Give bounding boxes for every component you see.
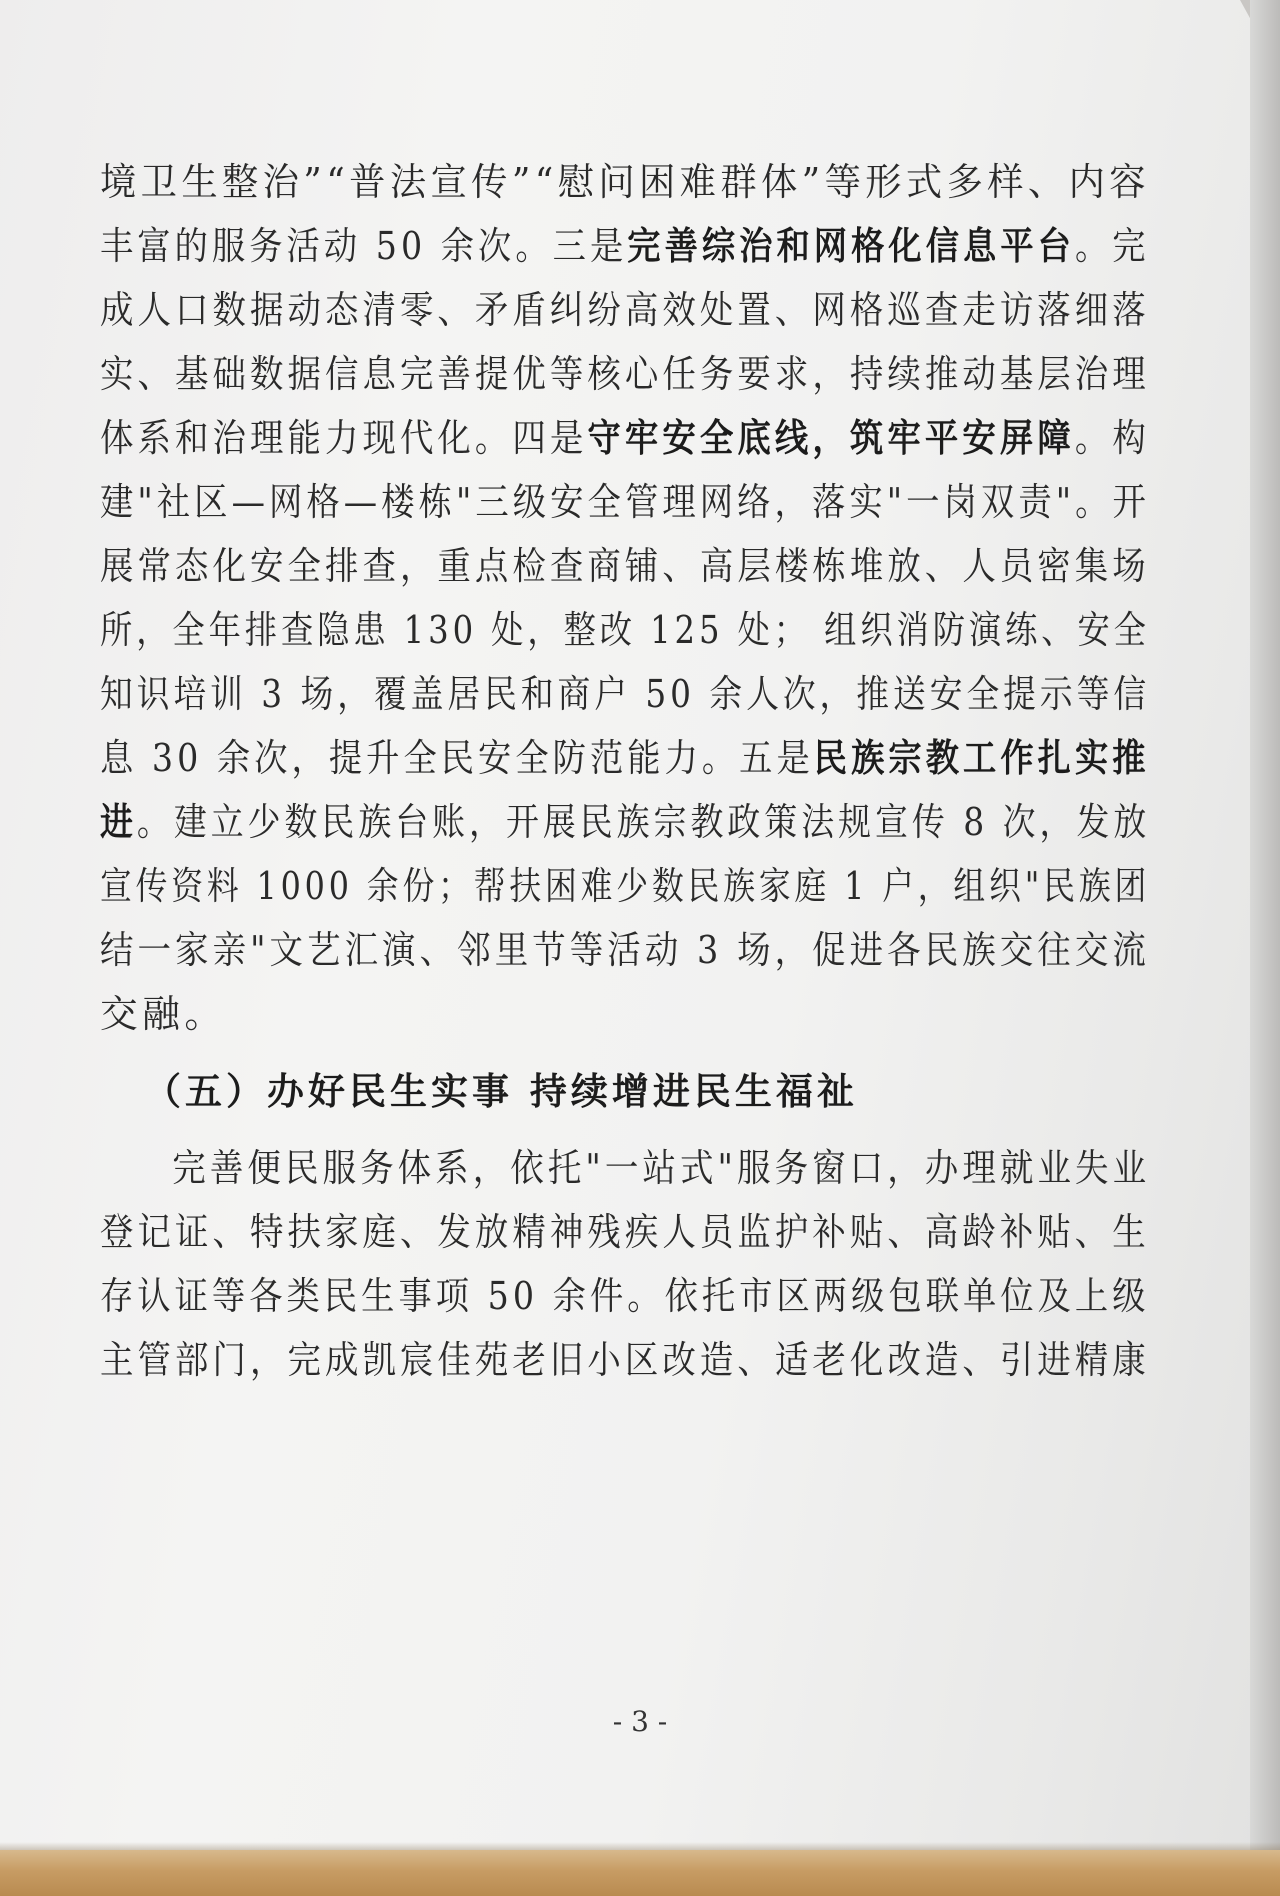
paragraph-2: [100, 1136, 1160, 1392]
paper-shadow: [1250, 0, 1280, 1896]
text-line: 知识培训 3 场，覆盖居民和商户 50 余人次，推送安全提示等信: [100, 672, 1151, 716]
section-heading: （五）办好民生实事 持续增进民生福祉: [144, 1070, 858, 1113]
text-line: 完善便民服务体系，依托"一站式"服务窗口，办理就业失业: [172, 1146, 1151, 1190]
text-segment: 。建立少数民族台账，开展民族宗教政策法规宣传 8 次，发放: [136, 800, 1151, 844]
text-line: 所，全年排查隐患 130 处，整改 125 处； 组织消防演练、安全: [100, 608, 1150, 652]
text-line: 结一家亲"文艺汇演、邻里节等活动 3 场，促进各民族交往交流: [100, 928, 1150, 972]
text-segment: 。构: [1074, 416, 1150, 460]
bold-phrase: 民族宗教工作扎实推: [813, 735, 1150, 780]
text-line: 存认证等各类民生事项 50 余件。依托市区两级包联单位及上级: [100, 1274, 1150, 1318]
paragraph-1: [100, 150, 1160, 1046]
text-line: 实、基础数据信息完善提优等核心任务要求，持续推动基层治理: [100, 352, 1150, 396]
text-line: [100, 790, 1151, 854]
text-line: 成人口数据动态清零、矛盾纠纷高效处置、网格巡查走访落细落: [100, 288, 1150, 332]
text-line: 交融。: [100, 992, 227, 1036]
text-line: 建"社区—网格—楼栋"三级安全管理网络，落实"一岗双责"。开: [100, 480, 1150, 524]
text-segment: 。完: [1074, 224, 1150, 268]
bold-phrase: 完善综治和网格化信息平台: [627, 223, 1075, 268]
text-line: [100, 726, 1150, 790]
text-line: [100, 214, 1150, 278]
bold-phrase: 进: [100, 799, 137, 844]
text-segment: 丰富的服务活动 50 余次。三是: [100, 224, 628, 268]
text-line: 主管部门，完成凯宸佳苑老旧小区改造、适老化改造、引进精康: [100, 1338, 1150, 1382]
text-segment: 体系和治理能力现代化。四是: [100, 416, 588, 460]
text-line: [100, 406, 1150, 470]
bold-phrase: 守牢安全底线，筑牢平安屏障: [587, 415, 1075, 460]
text-line: 登记证、特扶家庭、发放精神残疾人员监护补贴、高龄补贴、生: [100, 1210, 1150, 1254]
desk-surface: [0, 1850, 1280, 1896]
text-line: 宣传资料 1000 余份；帮扶困难少数民族家庭 1 户，组织"民族团: [100, 864, 1151, 908]
text-line: 境卫生整治”“普法宣传”“慰问困难群体”等形式多样、内容: [100, 160, 1150, 204]
document-body: [100, 150, 1160, 1392]
text-line: 展常态化安全排查，重点检查商铺、高层楼栋堆放、人员密集场: [100, 544, 1150, 588]
page-number: - 3 -: [612, 1705, 668, 1738]
text-segment: 息 30 余次，提升全民安全防范能力。五是: [100, 736, 814, 780]
